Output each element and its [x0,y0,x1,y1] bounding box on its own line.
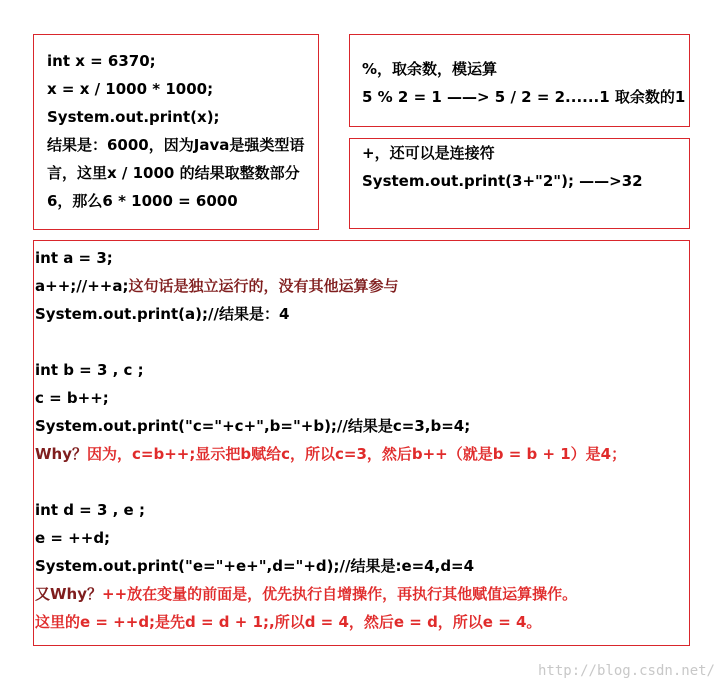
code-line: e = ++d; [35,529,111,547]
why-label: Why？ [35,445,88,463]
explanation-line: 这里的e = ++d;是先d = d + 1;,所以d = 4，然后e = d，所以e = 4。 [35,613,542,631]
explanation-line [35,444,626,464]
code-box-concatenation [349,138,690,229]
code-line: System.out.print("c="+c+",b="+b);//结果是c=3,b=4; [35,417,471,435]
code-line: System.out.print(x); [47,108,220,126]
code-box-modulo [349,34,690,127]
explanation-line: %，取余数，模运算 [362,60,498,78]
code-line: c = b++; [35,389,109,407]
explanation-text: 因为，c=b++;显示把b赋给c，所以c=3，然后b++（就是b = b + 1）是4； [87,445,627,463]
code-line: 5 % 2 = 1 ——> 5 / 2 = 2......1 取余数的1 [362,88,686,106]
watermark: http://blog.csdn.net/ [537,663,715,679]
code-line: int x = 6370; [47,52,156,70]
code-line: int d = 3 , e ; [35,501,145,519]
explanation-line: 言，这里x / 1000 的结果取整数部分 [47,164,300,182]
code-text: a++;//++a; [35,277,129,295]
code-line: System.out.print(3+"2"); ——>32 [362,172,643,190]
comment-text: 这句话是独立运行的，没有其他运算参与 [128,277,399,295]
code-line: int b = 3 , c ; [35,361,144,379]
explanation-text: ++放在变量的前面是，优先执行自增操作，再执行其他赋值运算操作。 [102,585,578,603]
code-line: x = x / 1000 * 1000; [47,80,214,98]
code-line: int a = 3; [35,249,113,267]
code-box-increment [33,240,690,646]
code-line: System.out.print("e="+e+",d="+d);//结果是:e=4,d=4 [35,557,475,575]
code-line: System.out.print(a);//结果是：4 [35,305,290,323]
code-line [35,276,399,296]
why-label: 又Why？ [35,585,103,603]
explanation-line: 结果是：6000，因为Java是强类型语 [47,136,305,154]
explanation-line: +，还可以是连接符 [362,144,495,162]
code-box-integer-division [33,34,319,230]
explanation-line: 6，那么6 * 1000 = 6000 [47,192,238,210]
explanation-line [35,584,577,604]
